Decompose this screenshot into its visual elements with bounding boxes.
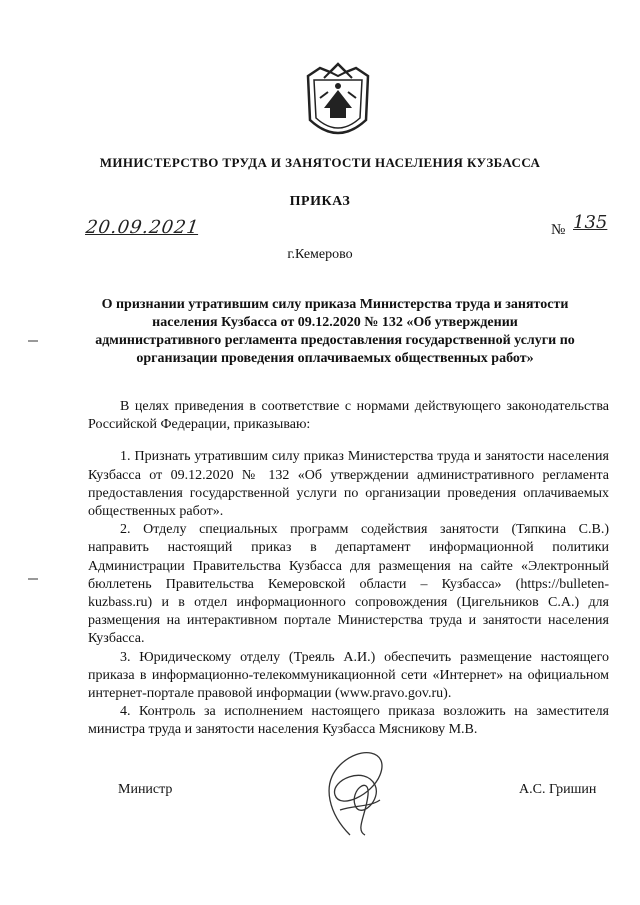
signer-name: А.С. Гришин <box>519 782 597 797</box>
order-item: 4. Контроль за исполнением настоящего приказа возложить на заместителя министра труда и занятости населения Кузбасса Мясникову М.В. <box>88 704 609 738</box>
document-type: ПРИКАЗ <box>289 194 351 209</box>
city: г.Кемерово <box>287 247 353 262</box>
handwritten-signature <box>310 735 400 845</box>
coat-of-arms-emblem <box>300 62 376 144</box>
number-label: № <box>551 222 566 238</box>
order-item: 3. Юридическому отделу (Треяль А.И.) обеспечить размещение настоящего приказа в информационно-телекоммуникационной сети «Интернет» на официальном интернет-портале правовой информации (www.pravo.gov.ru). <box>88 649 609 702</box>
order-item: 2. Отделу специальных программ содействия занятости (Тяпкина С.В.) направить настоящий приказ в департамент информационной политики Администрации Правительства Кузбасса для размещения на сайте «Электронный бюллетень Правительства Кемеровской области – Кузбасса» (https://bulleten-kuzbass.ru) и в отдел информационного сопровождения (Цигельников С.А.) для размещения на интерактивном портале Министерства труда и занятости населения Кузбасса. <box>88 522 609 647</box>
order-title: О признании утратившим силу приказа Министерства труда и занятости населения Кузбасса от 09.12.2020 № 132 «Об утверждении административного регламента предоставления государственной услуги по организации проведения оплачиваемых общественных работ» <box>95 297 575 366</box>
handwritten-date: 20.09.2021 <box>84 217 201 238</box>
scan-mark <box>28 578 38 580</box>
order-body <box>88 398 609 740</box>
ministry-name: МИНИСТЕРСТВО ТРУДА И ЗАНЯТОСТИ НАСЕЛЕНИЯ КУЗБАССА <box>99 155 541 170</box>
scan-mark <box>28 340 38 342</box>
order-item: 1. Признать утратившим силу приказ Министерства труда и занятости населения Кузбасса от 09.12.2020 № 132 «Об утверждении административного регламента предоставления государственной услуги по организации проведения оплачиваемых общественных работ». <box>88 449 609 520</box>
signer-role: Министр <box>118 782 173 797</box>
handwritten-number: 135 <box>573 212 608 233</box>
preamble: В целях приведения в соответствие с нормами действующего законодательства Российской Федерации, приказываю: <box>88 399 609 433</box>
